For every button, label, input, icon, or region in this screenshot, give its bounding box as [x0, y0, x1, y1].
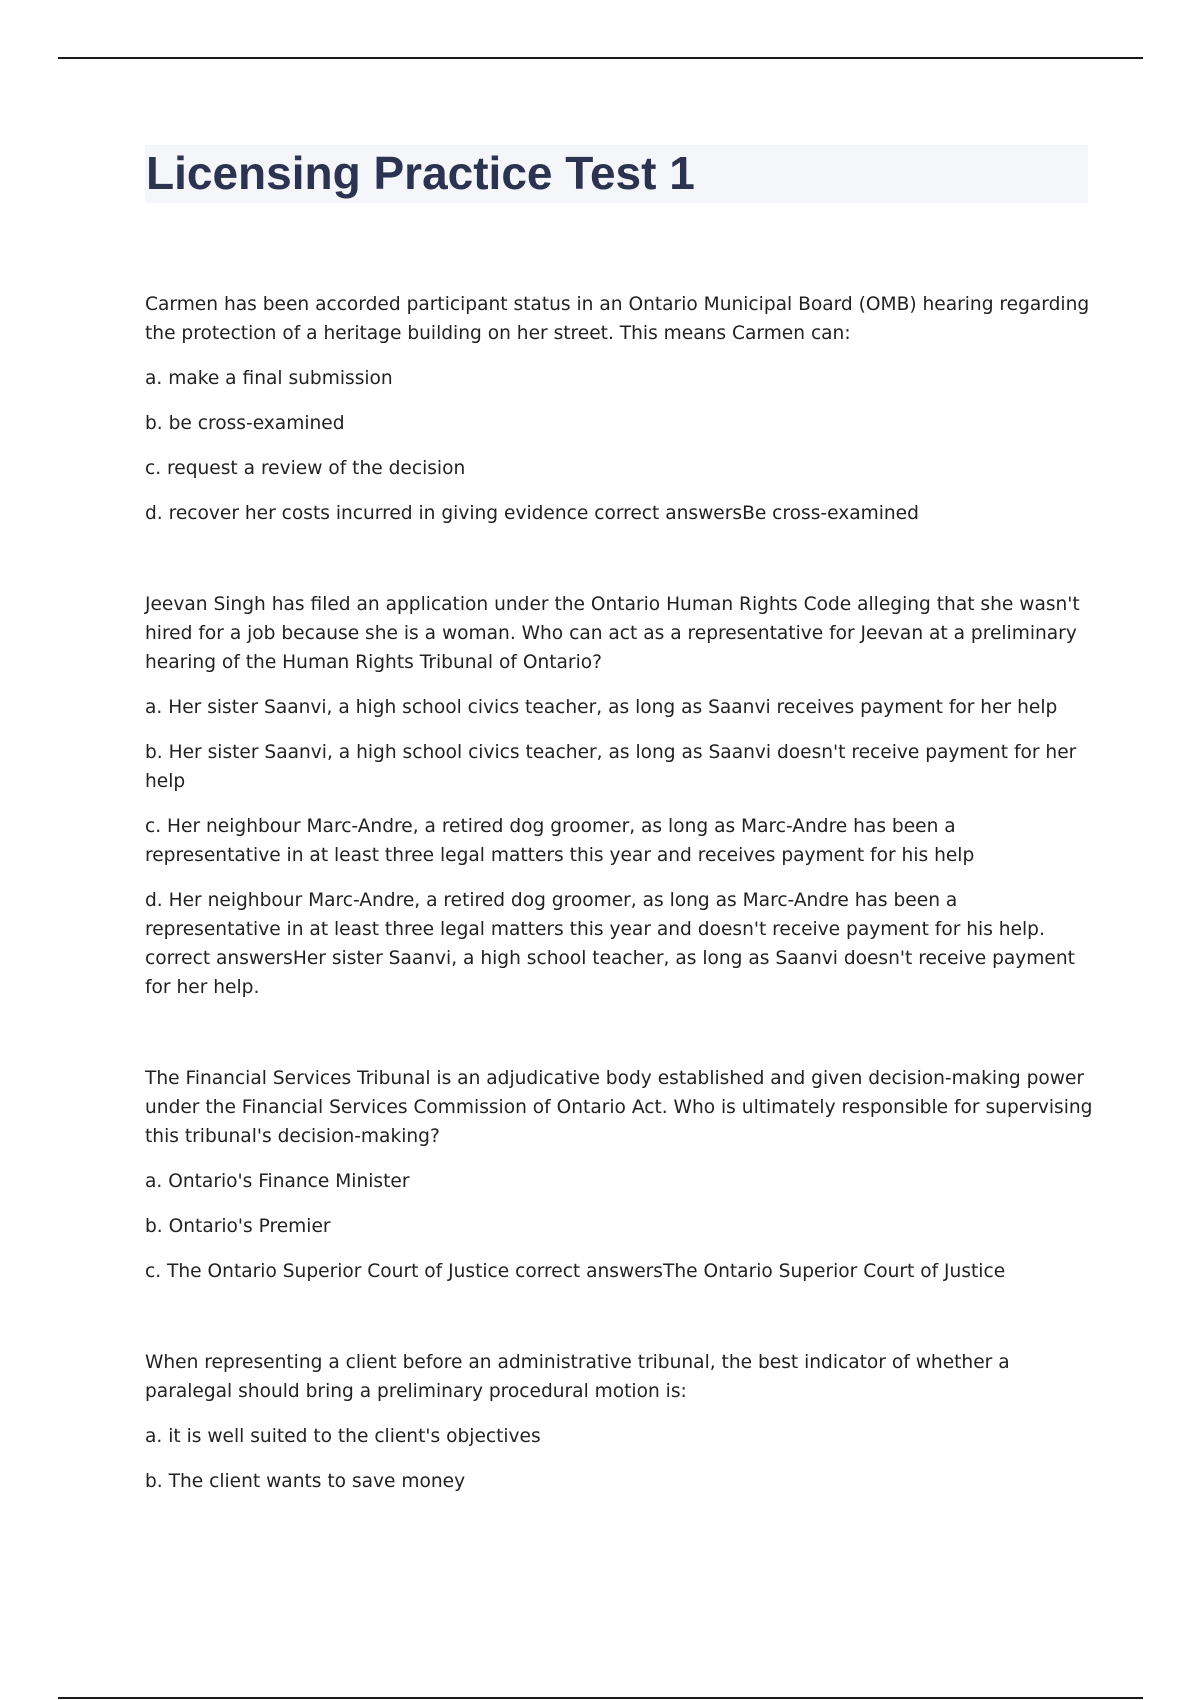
answer-option: a. Her sister Saanvi, a high school civics teacher, as long as Saanvi receives payment for her help [145, 697, 1058, 718]
answer-option: b. Ontario's Premier [145, 1216, 331, 1237]
answer-option: c. Her neighbour Marc-Andre, a retired dog groomer, as long as Marc-Andre has been a representative in at least three legal matters this year and receives payment for his help [145, 816, 975, 866]
answer-option: b. The client wants to save money [145, 1471, 466, 1492]
question-list [145, 290, 1095, 1512]
answer-option: d. Her neighbour Marc-Andre, a retired dog groomer, as long as Marc-Andre has been a representative in at least three legal matters this year and doesn't receive payment for his help. correct answersHer sister Saanvi, a high school teacher, as long as Saanvi doesn't receive payment for her help. [145, 890, 1075, 998]
page-title: Licensing Practice Test 1 [146, 147, 695, 199]
bottom-rule [58, 1697, 1143, 1699]
answer-option: a. make a final submission [145, 368, 393, 389]
answer-option: a. it is well suited to the client's objectives [145, 1426, 541, 1447]
question-text: The Financial Services Tribunal is an adjudicative body established and given decision-making power under the Financial Services Commission of Ontario Act. Who is ultimately responsible for supervising this tribunal's decision-making? [145, 1068, 1093, 1147]
question-text: When representing a client before an administrative tribunal, the best indicator of whether a paralegal should bring a preliminary procedural motion is: [145, 1352, 1010, 1402]
question-2 [145, 590, 1095, 1002]
answer-option: b. be cross-examined [145, 413, 345, 434]
answer-option: c. The Ontario Superior Court of Justice correct answersThe Ontario Superior Court of Justice [145, 1261, 1006, 1282]
answer-option: a. Ontario's Finance Minister [145, 1171, 410, 1192]
answer-option: c. request a review of the decision [145, 458, 466, 479]
question-4 [145, 1348, 1095, 1496]
question-1 [145, 290, 1095, 528]
question-3 [145, 1064, 1095, 1286]
answer-option: d. recover her costs incurred in giving evidence correct answersBe cross-examined [145, 503, 919, 524]
top-rule [58, 57, 1143, 59]
question-text: Jeevan Singh has filed an application under the Ontario Human Rights Code alleging that she wasn't hired for a job because she is a woman. Who can act as a representative for Jeevan at a preliminary hearing of the Human Rights Tribunal of Ontario? [145, 594, 1080, 673]
question-text: Carmen has been accorded participant status in an Ontario Municipal Board (OMB) hearing regarding the protection of a heritage building on her street. This means Carmen can: [145, 294, 1090, 344]
answer-option: b. Her sister Saanvi, a high school civics teacher, as long as Saanvi doesn't receive payment for her help [145, 742, 1077, 792]
